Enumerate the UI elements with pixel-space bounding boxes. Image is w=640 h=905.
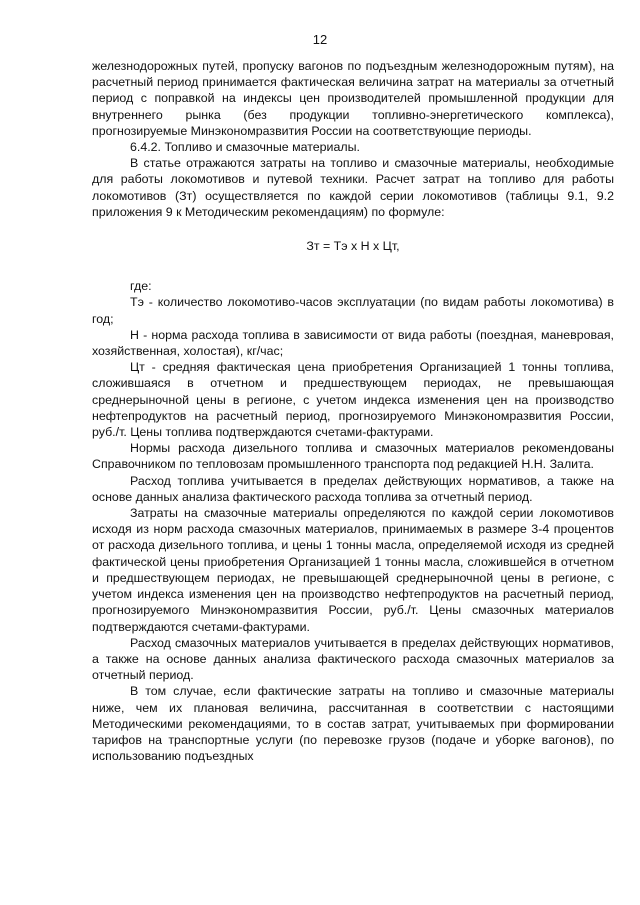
definition-n: Н - норма расхода топлива в зависимости от вида работы (поездная, маневровая, хозяйственная, холостая), кг/час; — [92, 327, 614, 359]
page-number: 12 — [312, 32, 328, 47]
definition-te: Тэ - количество локомотиво-часов эксплуатации (по видам работы локомотива) в год; — [92, 295, 614, 326]
paragraph-norms: Нормы расхода дизельного топлива и смазочных материалов рекомендованы Справочником по тепловозам промышленного транспорта под редакцией Н.Н. Залита. — [92, 441, 614, 472]
paragraph-lubricant-consumption: Расход смазочных материалов учитывается в пределах действующих нормативов, а также на основе данных анализа фактического расхода смазочных материалов за отчетный период. — [92, 635, 614, 683]
paragraph-fuel-costs: В статье отражаются затраты на топливо и смазочные материалы, необходимые для работы локомотивов и путевой техники. Расчет затрат на топливо для работы локомотивов (Зт) осуществляется по каждой серии локомотивов (таблицы 9.1, 9.2 приложения 9 к Методическим рекомендациям) по формуле: — [92, 156, 614, 219]
paragraph-actual-costs: В том случае, если фактические затраты на топливо и смазочные материалы ниже, чем их плановая величина, рассчитанная в соответствии с настоящими Методическими рекомендациями, то в состав затрат, учитываемых при формировании тарифов на транспортные услуги (по перевозке грузов (подаче и уборке вагонов), по использованию подъездных — [92, 684, 614, 764]
document-body — [92, 58, 614, 764]
section-heading-fuel: 6.4.2. Топливо и смазочные материалы. — [130, 140, 360, 155]
paragraph-lubricant-costs: Затраты на смазочные материалы определяются по каждой серии локомотивов исходя из норм расхода смазочных материалов, принимаемых в размере 3-4 процентов от расхода дизельного топлива, и цены 1 тонны масла, определяемой исходя из средней фактической цены приобретения Организацией 1 тонны масла, сложившейся в отчетном и предшествующем периодах, не превышающей среднерыночной цены в регионе, с учетом индекса изменения цен на производство нефтепродуктов на расчетный период, прогнозируемого Минэкономразвития России, руб./т. Цены смазочных материалов подтверждаются счетами-фактурами. — [92, 506, 614, 634]
definition-ct: Цт - средняя фактическая цена приобретения Организацией 1 тонны топлива, сложившаяся в отчетном и предшествующем периодах, не превышающая среднерыночной цены в регионе, с учетом индекса изменения цен на производство нефтепродуктов на расчетный период, прогнозируемого Минэкономразвития России, руб./т. Цены топлива подтверждаются счетами-фактурами. — [92, 360, 614, 440]
formula: Зт = Тэ х Н х Цт, — [306, 239, 400, 254]
formula-where-label: где: — [130, 279, 152, 294]
paragraph-continuation: железнодорожных путей, пропуску вагонов по подъездным железнодорожным путям), на расчетный период принимается фактическая величина затрат на материалы за отчетный период с поправкой на индексы цен производителей промышленной продукции для внутреннего рынка (без продукции топливно-энергетического комплекса), прогнозируемые Минэкономразвития России на соответствующие периоды. — [92, 59, 614, 138]
paragraph-fuel-consumption: Расход топлива учитывается в пределах действующих нормативов, а также на основе данных анализа фактического расхода топлива за отчетный период. — [92, 473, 614, 504]
